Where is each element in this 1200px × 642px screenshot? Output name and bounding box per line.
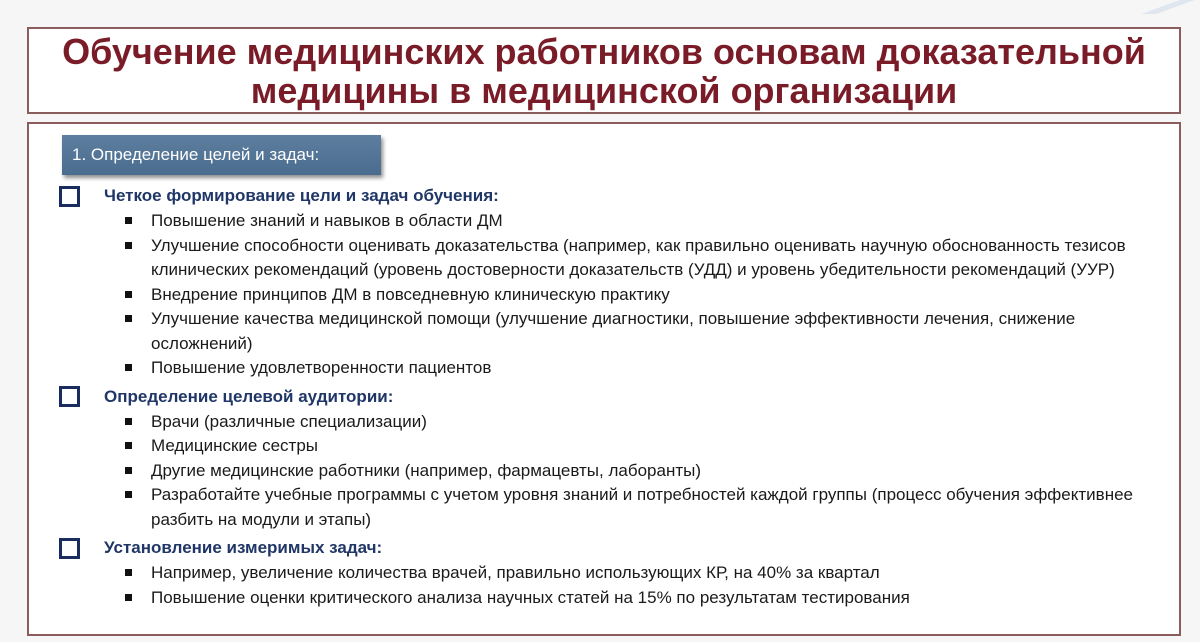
list-item	[123, 234, 1169, 283]
bullet-list	[59, 410, 1169, 533]
checkbox-icon	[59, 538, 80, 559]
list-item	[123, 483, 1169, 532]
list-item	[123, 283, 1169, 308]
group-heading: Определение целевой аудитории:	[104, 386, 394, 406]
list-item	[123, 586, 1169, 611]
list-item-text: Повышение знаний и навыков в области ДМ	[151, 211, 503, 230]
group-heading-row	[59, 384, 1169, 410]
square-bullet-icon	[125, 569, 132, 576]
list-item	[123, 356, 1169, 381]
checkbox-icon	[59, 186, 80, 207]
list-item-text: Внедрение принципов ДМ в повседневную клиническую практику	[151, 284, 670, 304]
square-bullet-icon	[125, 467, 132, 474]
group-measurable-tasks	[59, 535, 1169, 610]
square-bullet-icon	[125, 442, 132, 449]
slide-title: Обучение медицинских работников основам доказательной медицины в медицинской организации	[62, 30, 1146, 111]
title-box	[27, 27, 1181, 114]
list-item	[123, 459, 1169, 484]
bullet-list	[59, 209, 1169, 381]
list-item	[123, 209, 1169, 234]
list-item	[123, 307, 1169, 356]
square-bullet-icon	[125, 364, 132, 371]
square-bullet-icon	[125, 217, 132, 224]
group-audience	[59, 384, 1169, 533]
square-bullet-icon	[125, 291, 132, 298]
list-item	[123, 434, 1169, 459]
group-goals	[59, 183, 1169, 381]
groups-container	[59, 180, 1169, 610]
list-item	[123, 410, 1169, 435]
group-heading: Четкое формирование цели и задач обучения:	[104, 186, 499, 205]
group-heading-row	[59, 183, 1169, 209]
section-banner: 1. Определение целей и задач:	[62, 135, 381, 175]
corner-decoration	[1140, 0, 1200, 14]
list-item-text: Медицинские сестры	[151, 436, 318, 455]
square-bullet-icon	[125, 491, 132, 498]
square-bullet-icon	[125, 242, 132, 249]
list-item-text: Повышение оценки критического анализа научных статей на 15% по результатам тестирования	[151, 587, 910, 607]
checkbox-icon	[59, 386, 80, 407]
list-item-text: Повышение удовлетворенности пациентов	[151, 358, 492, 377]
content-box	[27, 122, 1181, 636]
bullet-list	[59, 561, 1169, 610]
square-bullet-icon	[125, 418, 132, 425]
list-item-text: Врачи (различные специализации)	[151, 411, 427, 431]
list-item-text: Улучшение способности оценивать доказательства (например, как правильно оценивать научную обоснованность тезисов клинических рекомендаций (уровень достоверности доказательств (УДД) и уровень убедительности рекомендаций (УУР)	[151, 235, 1126, 279]
list-item-text: Разработайте учебные программы с учетом уровня знаний и потребностей каждой группы (процесс обучения эффективнее разбить на модули и этапы)	[151, 485, 1133, 529]
group-heading: Установление измеримых задач:	[104, 538, 383, 557]
square-bullet-icon	[125, 315, 132, 322]
list-item-text: Например, увеличение количества врачей, правильно использующих КР, на 40% за квартал	[151, 563, 880, 582]
list-item-text: Другие медицинские работники (например, фармацевты, лаборанты)	[151, 460, 702, 480]
group-heading-row	[59, 535, 1169, 561]
list-item-text: Улучшение качества медицинской помощи (улучшение диагностики, повышение эффективности лечения, снижение осложнений)	[151, 309, 1076, 353]
square-bullet-icon	[125, 594, 132, 601]
list-item	[123, 561, 1169, 586]
